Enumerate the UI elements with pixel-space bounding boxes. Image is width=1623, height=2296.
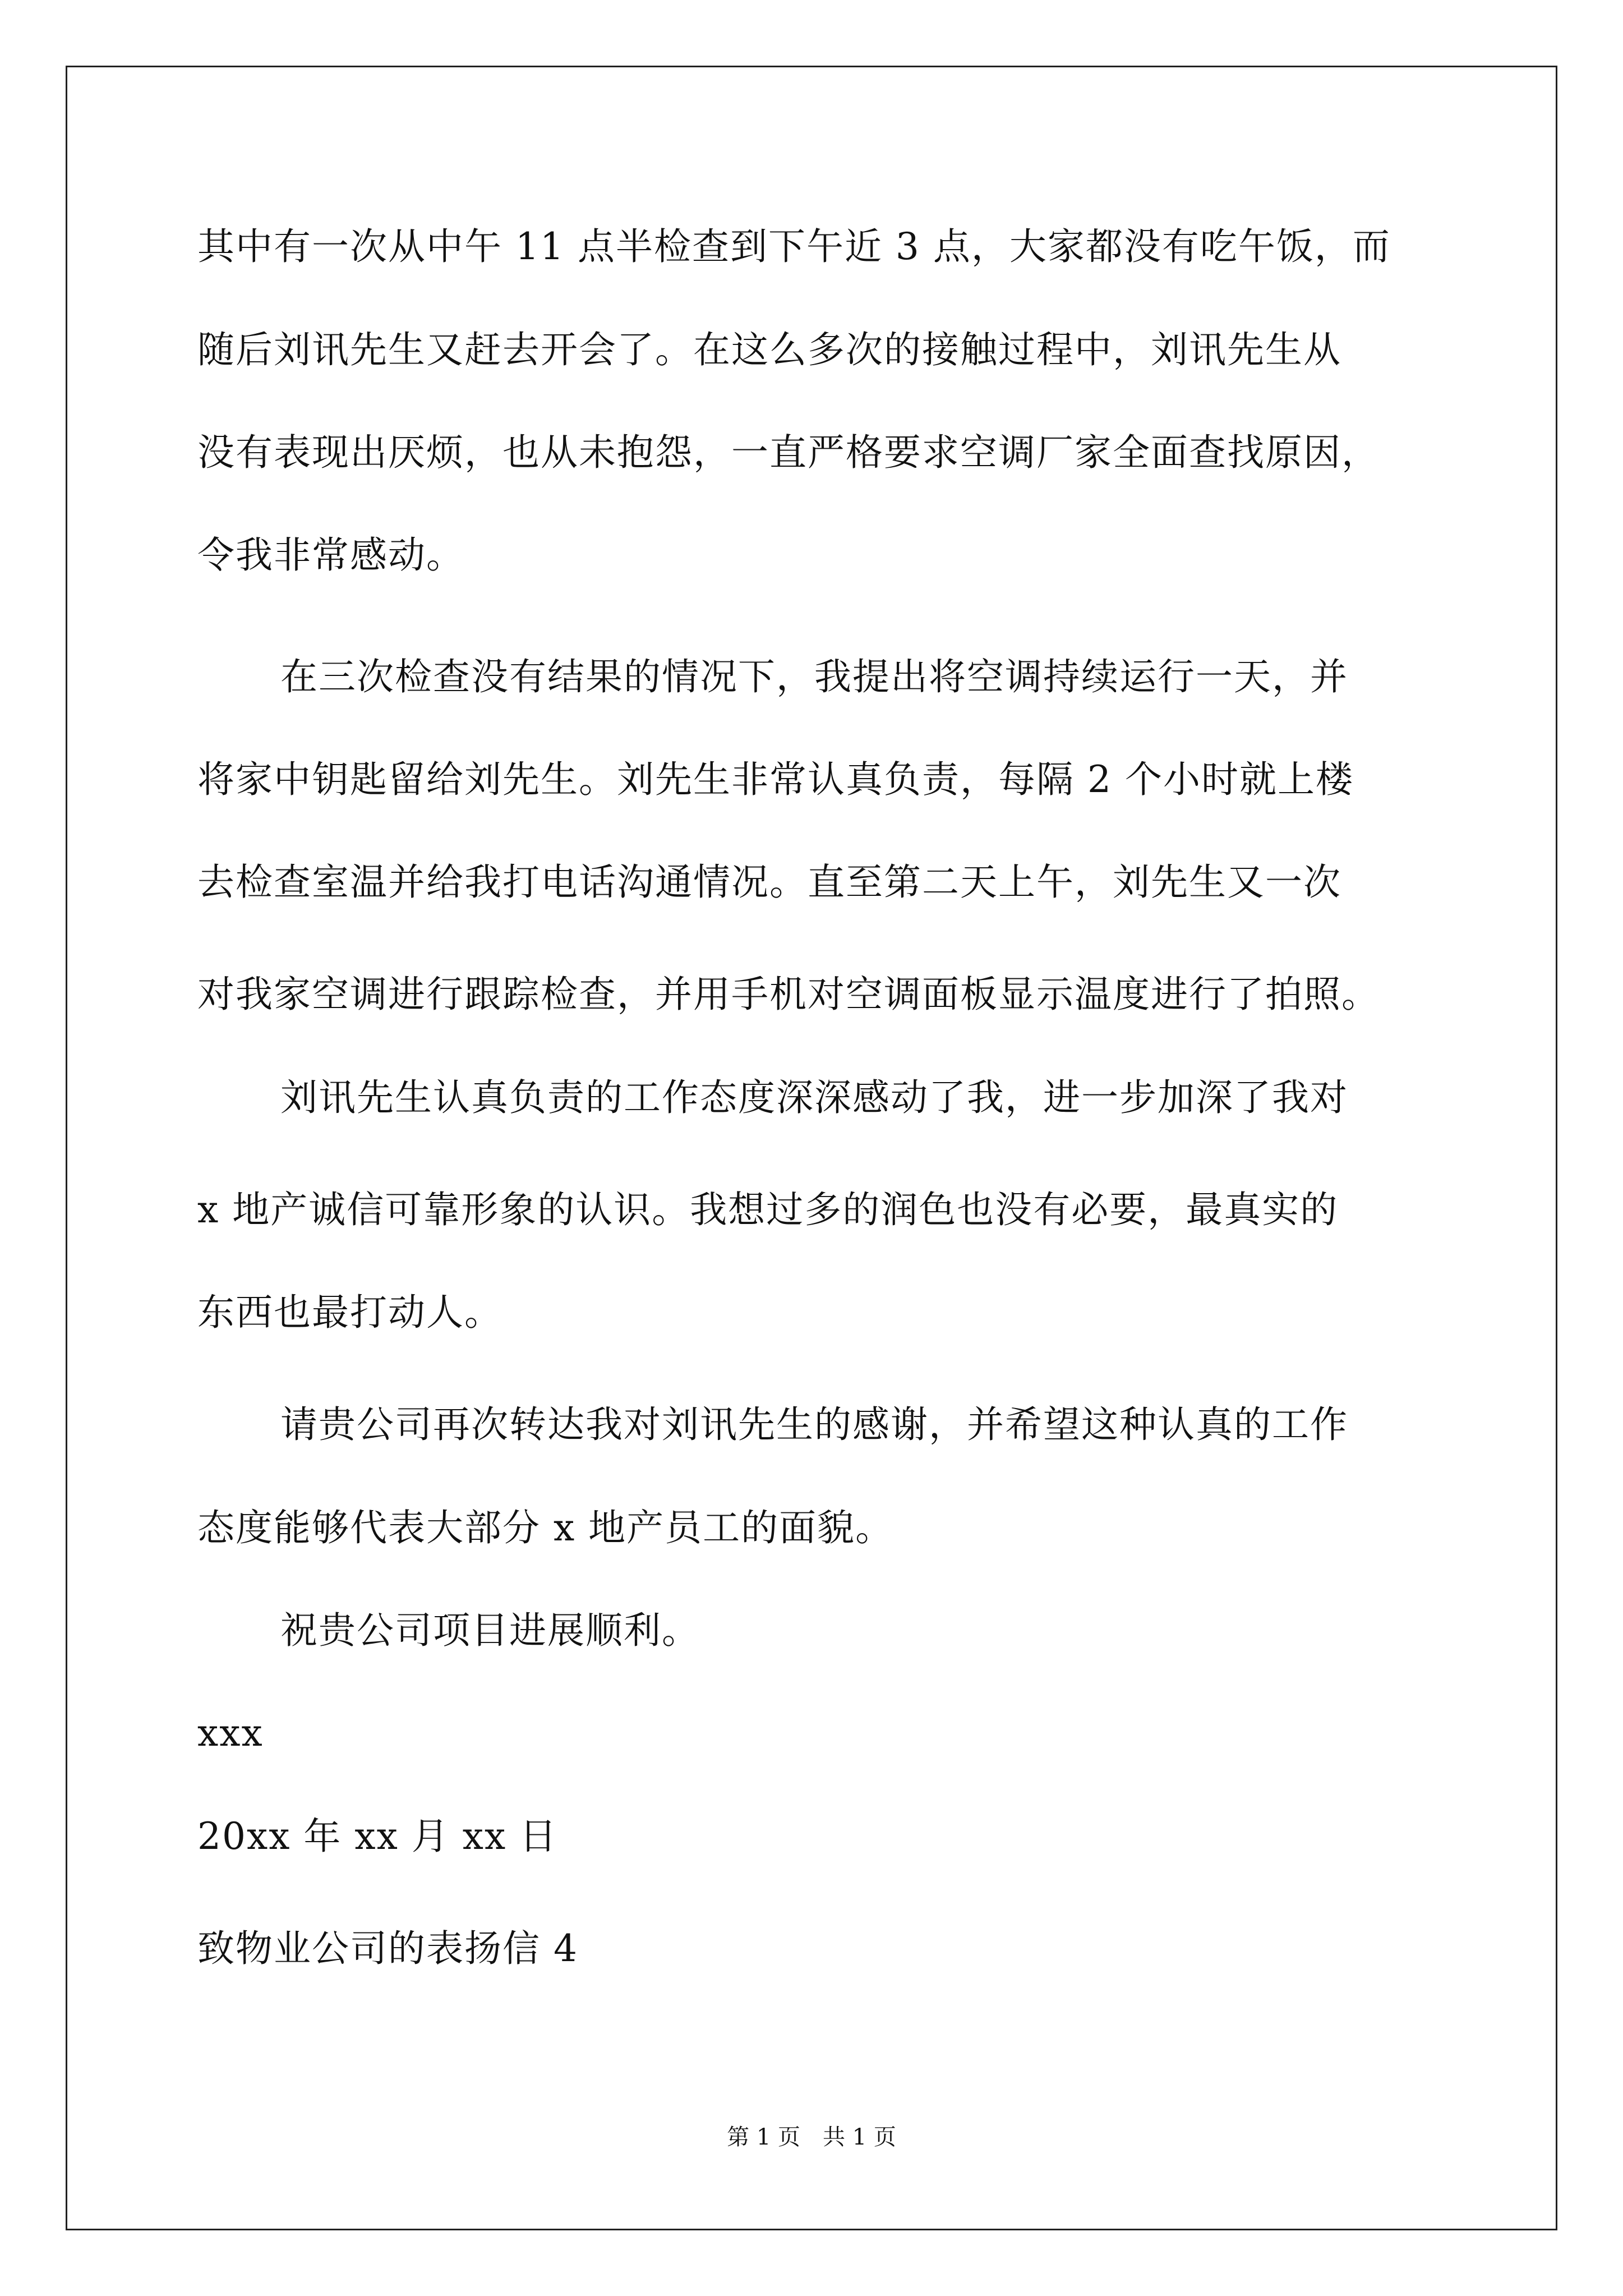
paragraph-1-line-1: 其中有一次从中午 11 点半检查到下午近 3 点，大家都没有吃午饭，而 (197, 225, 1391, 268)
paragraph-4-line-1: 请贵公司再次转达我对刘讯先生的感谢，并希望这种认真的工作 (280, 1403, 1348, 1446)
paragraph-3-line-2: x 地产诚信可靠形象的认识。我想过多的润色也没有必要，最真实的 (197, 1188, 1339, 1231)
paragraph-1-line-2: 随后刘讯先生又赶去开会了。在这么多次的接触过程中，刘讯先生从 (197, 328, 1341, 371)
page-border (66, 66, 1557, 2230)
next-letter-title: 致物业公司的表扬信 4 (197, 1927, 578, 1970)
date-line: 20xx 年 xx 月 xx 日 (197, 1815, 558, 1858)
signature: xxx (197, 1711, 264, 1755)
paragraph-1-line-3: 没有表现出厌烦，也从未抱怨，一直严格要求空调厂家全面查找原因， (197, 431, 1380, 474)
paragraph-2-line-3: 去检查室温并给我打电话沟通情况。直至第二天上午，刘先生又一次 (197, 861, 1341, 904)
paragraph-2-line-2: 将家中钥匙留给刘先生。刘先生非常认真负责，每隔 2 个小时就上楼 (197, 758, 1354, 801)
paragraph-3-line-3: 东西也最打动人。 (197, 1291, 502, 1334)
paragraph-2-line-4: 对我家空调进行跟踪检查，并用手机对空调面板显示温度进行了拍照。 (197, 973, 1380, 1016)
paragraph-4-line-2: 态度能够代表大部分 x 地产员工的面貌。 (197, 1506, 894, 1549)
paragraph-3-line-1: 刘讯先生认真负责的工作态度深深感动了我，进一步加深了我对 (280, 1076, 1348, 1119)
paragraph-2-line-1: 在三次检查没有结果的情况下，我提出将空调持续运行一天，并 (280, 655, 1348, 698)
page-footer: 第 1 页 共 1 页 (727, 2124, 896, 2150)
paragraph-1-line-4: 令我非常感动。 (197, 533, 464, 577)
closing-wish: 祝贵公司项目进展顺利。 (280, 1609, 700, 1652)
